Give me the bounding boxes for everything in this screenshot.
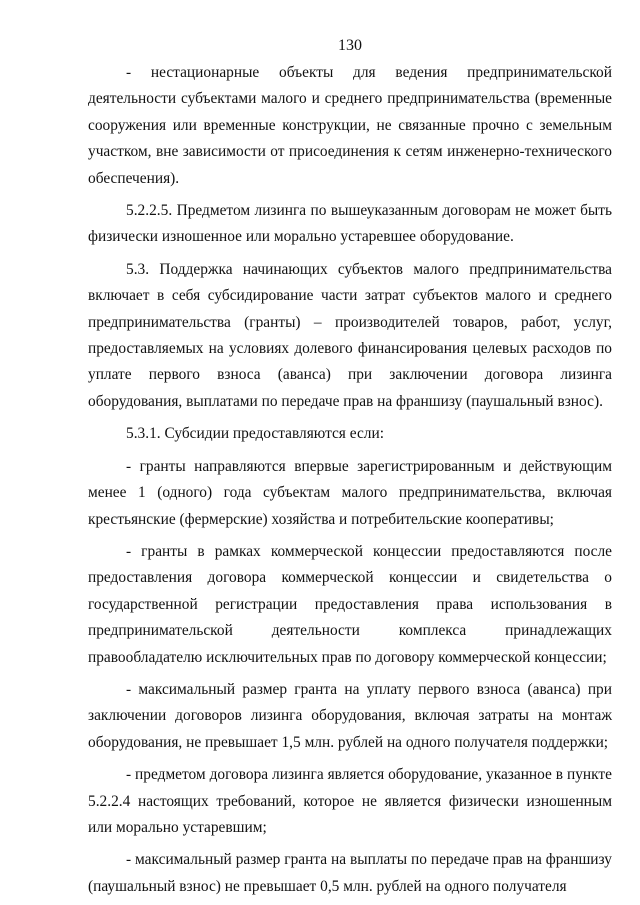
- paragraph-grants-commercial-concession: - гранты в рамках коммерческой концессии предоставляются после предоставления договора коммерческой концессии и свидетельства о государственной регистрации предоставления права использования в предпринимательской деятельности комплекса принадлежащих правообладателю исключительных прав по договору коммерческой концессии;: [88, 542, 612, 666]
- paragraph-5-3-1: 5.3.1. Субсидии предоставляются если:: [126, 425, 384, 443]
- page-number: 130: [338, 37, 362, 54]
- paragraph-nonstationary-objects: - нестационарные объекты для ведения предпринимательской деятельности субъектами малого и среднего предпринимательства (временные сооружения или временные конструкции, не связанные прочно с земельным участком, вне зависимости от присоединения к сетям инженерно-технического обеспечения).: [88, 64, 612, 187]
- paragraph-leasing-subject: - предметом договора лизинга является оборудование, указанное в пункте 5.2.2.4 настоящих требований, которое не является физически изношенным или морально устаревшим;: [88, 766, 612, 836]
- paragraph-5-3: 5.3. Поддержка начинающих субъектов малого предпринимательства включает в себя субсидирование части затрат субъектов малого и среднего предпринимательства (гранты) – производителей товаров, работ, услуг, предоставляемых на условиях долевого финансирования целевых расходов по уплате первого взноса (аванса) при заключении договора лизинга оборудования, выплатами по передаче прав на франшизу (паушальный взнос).: [88, 260, 612, 410]
- paragraph-max-grant-leasing: - максимальный размер гранта на уплату первого взноса (аванса) при заключении договоров лизинга оборудования, включая затраты на монтаж оборудования, не превышает 1,5 млн. рублей на одного получателя поддержки;: [88, 680, 612, 751]
- paragraph-grants-first-registered: - гранты направляются впервые зарегистрированным и действующим менее 1 (одного) года субъектам малого предпринимательства, включая крестьянские (фермерские) хозяйства и потребительские кооперативы;: [88, 457, 612, 528]
- document-page: [88, 36, 612, 900]
- paragraph-5-2-2-5: 5.2.2.5. Предметом лизинга по вышеуказанным договорам не может быть физически изношенное или морально устаревшее оборудование.: [88, 202, 612, 246]
- paragraph-max-grant-franchise: - максимальный размер гранта на выплаты по передаче прав на франшизу (паушальный взнос) не превышает 0,5 млн. рублей на одного получателя: [88, 851, 612, 895]
